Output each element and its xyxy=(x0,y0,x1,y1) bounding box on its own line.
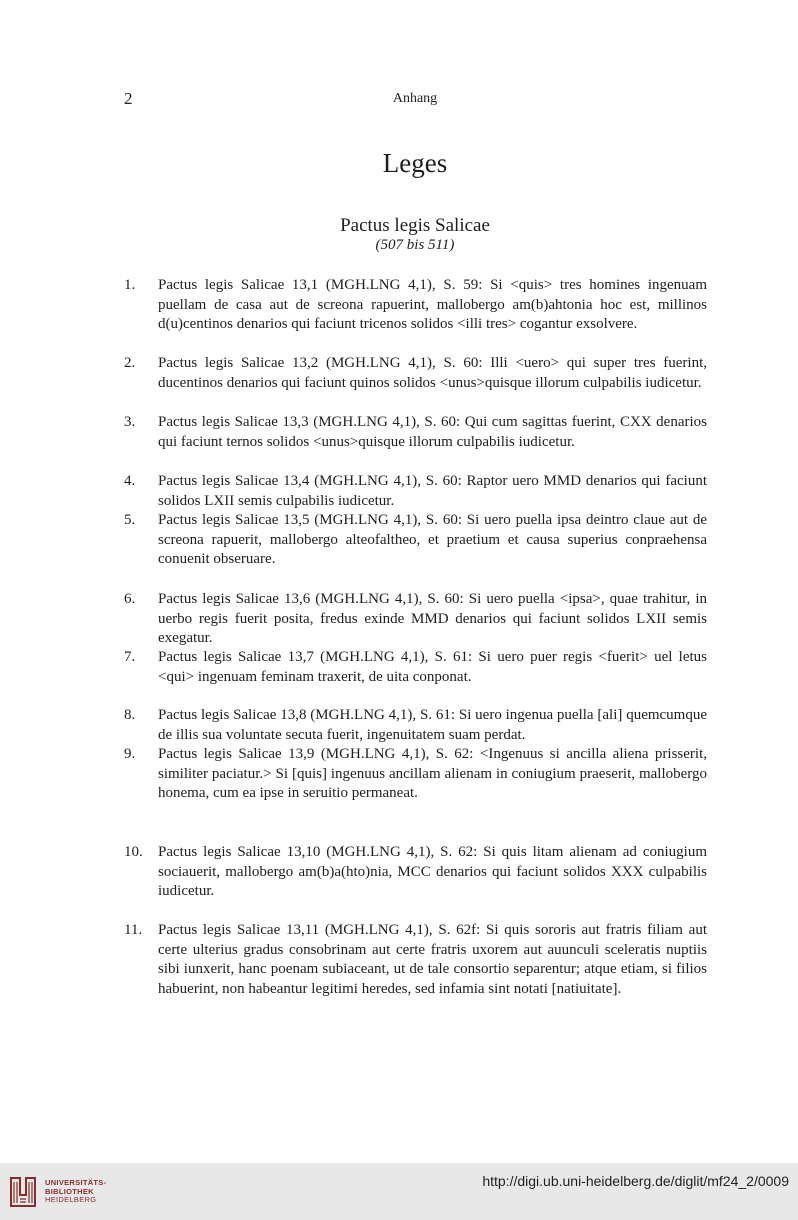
list-item xyxy=(124,648,707,687)
list-item-number: 4. xyxy=(124,473,136,489)
list-item-text: Pactus legis Salicae 13,1 (MGH.LNG 4,1), S. 59: Si <quis> tres homines ingenuam puellam de casa aut de screona rapuerint, mallobergo am(b)ahtonia hoc est, millinos d(u)centinos denarios qui faciunt tricenos solidos <illi tres> cogantur exsolvere. xyxy=(158,277,707,333)
list-item-number: 7. xyxy=(124,649,136,665)
list-item-text: Pactus legis Salicae 13,3 (MGH.LNG 4,1), S. 60: Qui cum sagittas fuerint, CXX denarios qui faciunt ternos solidos <unus>quisque illorum culpabilis iudicetur. xyxy=(158,414,707,450)
running-head: Anhang xyxy=(392,91,438,106)
page-title: Leges xyxy=(382,148,448,178)
footer-bar xyxy=(0,1163,798,1220)
list-item-number: 3. xyxy=(124,414,136,430)
section-date: (507 bis 511) xyxy=(375,237,455,253)
library-name-line: HEIDELBERG xyxy=(45,1195,97,1204)
list-item-number: 5. xyxy=(124,512,136,528)
list-item-text: Pactus legis Salicae 13,10 (MGH.LNG 4,1), S. 62: Si quis litam alienam ad coniugium sociauerit, mallobergo am(b)a(hto)nia, MCC denarios qui faciunt solidos XXX culpabilis iudicetur. xyxy=(158,844,707,900)
list-item-text: Pactus legis Salicae 13,9 (MGH.LNG 4,1), S. 62: <Ingenuus si ancilla aliena prisserit, similiter paciatur.> Si [quis] ingenuus ancillam alienam in coniugium praeserit, mallobergo honema, cum ea ipse in seruitio permaneat. xyxy=(158,746,707,802)
source-url-link[interactable]: http://digi.ub.uni-heidelberg.de/diglit/mf24_2/0009 xyxy=(482,1173,789,1189)
list-item-text: Pactus legis Salicae 13,6 (MGH.LNG 4,1), S. 60: Si uero puella <ipsa>, quae trahitur, in uerbo regis fuerit posita, fredus exinde MMD denarios qui faciunt solidos LXII semis exegatur. xyxy=(158,591,707,647)
library-name xyxy=(45,1179,106,1205)
list-item-number: 9. xyxy=(124,746,136,762)
list-item xyxy=(124,472,707,511)
library-name-line: UNIVERSITÄTS- xyxy=(45,1178,107,1187)
list-item-number: 6. xyxy=(124,591,136,607)
list-item-number: 10. xyxy=(124,844,143,860)
list-item xyxy=(124,276,707,335)
list-item-number: 2. xyxy=(124,355,136,371)
library-name-line: BIBLIOTHEK xyxy=(45,1186,94,1196)
list-item-text: Pactus legis Salicae 13,8 (MGH.LNG 4,1), S. 61: Si uero ingenua puella [ali] quemcumque de illis sua voluntate secuta fuerit, ingenuitatem suam perdat. xyxy=(158,707,707,743)
section-subtitle: Pactus legis Salicae xyxy=(340,215,490,236)
list-item-text: Pactus legis Salicae 13,4 (MGH.LNG 4,1), S. 60: Raptor uero MMD denarios qui faciunt solidos LXII semis culpabilis iudicetur. xyxy=(158,473,707,509)
list-item-text: Pactus legis Salicae 13,7 (MGH.LNG 4,1), S. 61: Si uero puer regis <fuerit> uel letus <qui> ingenuam feminam traxerit, de uita conponat. xyxy=(158,649,707,685)
list-item-number: 11. xyxy=(124,922,143,938)
library-logo-icon xyxy=(8,1175,38,1209)
list-item xyxy=(124,745,707,804)
list-item-number: 1. xyxy=(124,277,136,293)
list-item xyxy=(124,590,707,649)
list-item-text: Pactus legis Salicae 13,11 (MGH.LNG 4,1), S. 62f: Si quis sororis aut fratris filiam aut certe ulterius gradus consobrinam aut certe fratris uxorem aut auunculi sceleratis nuptiis sibi iunxerit, hanc poenam subiaceant, ut de tale consortio separentur; atque etiam, si filios habuerint, non habeantur legitimi heredes, sed infamia sint notati [natiuitate]. xyxy=(158,922,707,997)
page-number: 2 xyxy=(124,89,133,108)
list-item xyxy=(124,354,707,393)
list-item-number: 8. xyxy=(124,707,136,723)
list-item-text: Pactus legis Salicae 13,5 (MGH.LNG 4,1), S. 60: Si uero puella ipsa deintro claue aut de screona rapuerit, mallobergo alteofaltheo, et praetium et causa superius conpraehensa conuenit obseruare. xyxy=(158,512,707,568)
list-item xyxy=(124,843,707,902)
list-item xyxy=(124,413,707,452)
list-item xyxy=(124,706,707,745)
list-item xyxy=(124,921,707,999)
list-item xyxy=(124,511,707,570)
list-item-text: Pactus legis Salicae 13,2 (MGH.LNG 4,1), S. 60: Illi <uero> qui super tres fuerint, ducentinos denarios qui faciunt quinos solidos <unus>quisque illorum culpabilis iudicetur. xyxy=(158,355,707,391)
